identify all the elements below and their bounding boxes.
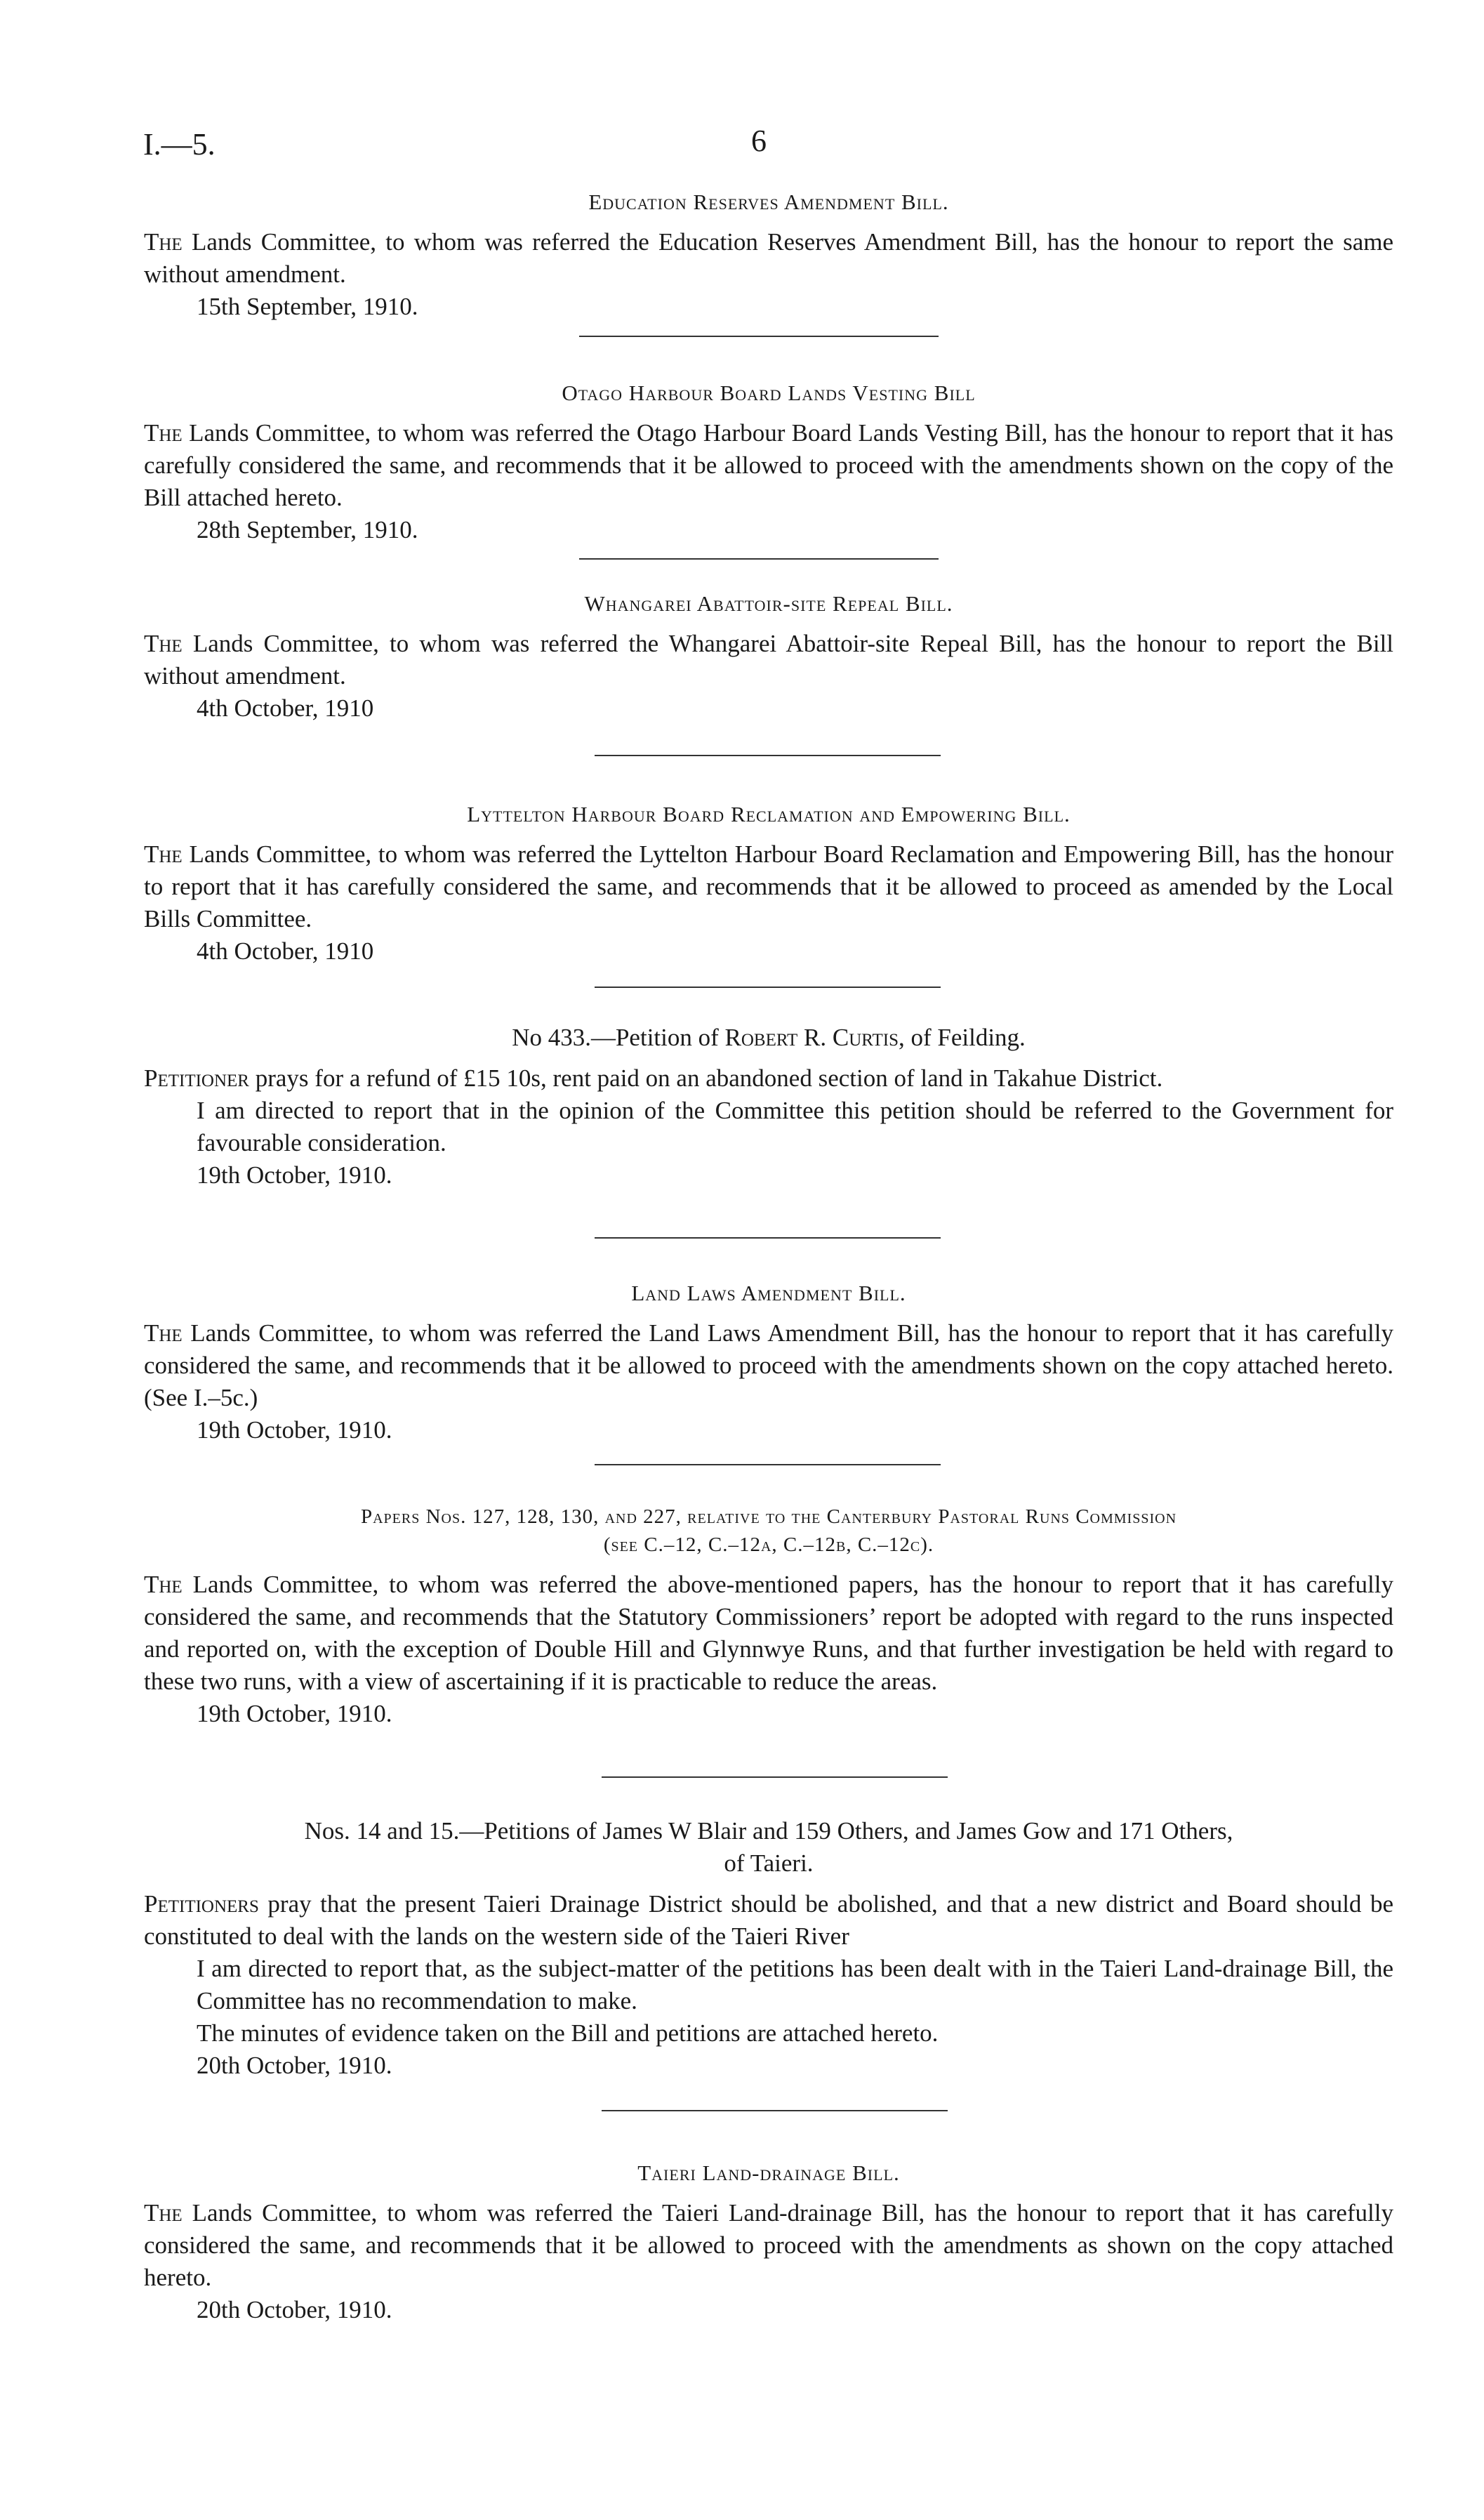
section-title: Land Laws Amendment Bill. <box>631 1281 906 1305</box>
divider <box>595 987 941 988</box>
section-education-reserves <box>144 188 1393 323</box>
section-body-3: The minutes of evidence taken on the Bill and petitions are attached hereto. <box>197 2019 939 2047</box>
section-date: 19th October, 1910. <box>197 1700 392 1727</box>
section-body-2: I am directed to report that, as the subject-matter of the petitions has been dealt with in the Taieri Land-drainage Bill, the Committee has no recommendation to make. <box>197 1955 1393 2014</box>
section-date: 20th October, 1910. <box>197 2052 392 2079</box>
section-title: No 433.—Petition of Robert R. Curtis, of Feilding. <box>512 1024 1026 1051</box>
section-date: 19th October, 1910. <box>197 1161 392 1189</box>
divider <box>579 558 939 560</box>
section-taieri-drainage <box>144 2159 1393 2326</box>
divider <box>602 2110 948 2111</box>
section-title: Papers Nos. 127, 128, 130, and 227, relative to the Canterbury Pastoral Runs Commission <box>360 1505 1177 1528</box>
section-petition-433 <box>144 1022 1393 1192</box>
page-number: 6 <box>751 124 767 158</box>
section-date: 15th September, 1910. <box>197 293 418 320</box>
section-title-line2: (see C.–12, C.–12a, C.–12b, C.–12c). <box>603 1533 934 1556</box>
section-body: The Lands Committee, to whom was referred the Education Reserves Amendment Bill, has the honour to report the same without amendment. <box>144 228 1393 288</box>
section-canterbury-papers <box>144 1503 1393 1730</box>
section-date: 4th October, 1910 <box>197 694 374 722</box>
section-title: Whangarei Abattoir-site Repeal Bill. <box>584 591 953 616</box>
section-title: Taieri Land-drainage Bill. <box>637 2161 900 2185</box>
section-petitions-14-15 <box>144 1815 1393 2082</box>
section-body: Petitioner prays for a refund of £15 10s, rent paid on an abandoned section of land in Takahue District. <box>144 1064 1163 1092</box>
divider <box>579 336 939 337</box>
section-body-2: I am directed to report that in the opinion of the Committee this petition should be referred to the Government for favourable consideration. <box>197 1097 1393 1156</box>
section-lyttelton <box>144 800 1393 968</box>
section-otago-harbour <box>144 379 1393 546</box>
section-date: 28th September, 1910. <box>197 516 418 543</box>
divider <box>595 755 941 756</box>
section-title: Nos. 14 and 15.—Petitions of James W Blair and 159 Others, and James Gow and 171 Others, <box>304 1817 1233 1845</box>
section-date: 4th October, 1910 <box>197 937 374 965</box>
section-title: Education Reserves Amendment Bill. <box>588 190 949 214</box>
divider <box>595 1464 941 1465</box>
section-body: The Lands Committee, to whom was referred the Whangarei Abattoir-site Repeal Bill, has the honour to report the Bill without amendment. <box>144 630 1393 690</box>
section-land-laws <box>144 1279 1393 1446</box>
page-reference: I.—5. <box>143 127 216 161</box>
divider <box>602 1776 948 1778</box>
section-date: 20th October, 1910. <box>197 2296 392 2323</box>
section-title: Lyttelton Harbour Board Reclamation and Empowering Bill. <box>467 802 1071 826</box>
section-date: 19th October, 1910. <box>197 1416 392 1444</box>
section-body: Petitioners pray that the present Taieri Drainage District should be abolished, and that a new district and Board should be constituted to deal with the lands on the western side of the Taieri River <box>144 1890 1393 1950</box>
section-title-line2: of Taieri. <box>724 1849 814 1877</box>
section-body: The Lands Committee, to whom was referred the Otago Harbour Board Lands Vesting Bill, has the honour to report that it has carefully considered the same, and recommends that it be allowed to proceed with the amendments shown on the copy of the Bill attached hereto. <box>144 419 1393 511</box>
section-body: The Lands Committee, to whom was referred the Taieri Land-drainage Bill, has the honour to report that it has carefully considered the same, and recommends that it be allowed to proceed with the amendments as shown on the copy attached hereto. <box>144 2199 1393 2291</box>
section-body: The Lands Committee, to whom was referred the Land Laws Amendment Bill, has the honour to report that it has carefully considered the same, and recommends that it be allowed to proceed with the amendments shown on the copy attached hereto. (See I.–5c.) <box>144 1319 1393 1411</box>
section-body: The Lands Committee, to whom was referred the Lyttelton Harbour Board Reclamation and Empowering Bill, has the honour to report that it has carefully considered the same, and recommends that it be allowed to proceed as amended by the Local Bills Committee. <box>144 840 1393 932</box>
section-whangarei <box>144 590 1393 725</box>
section-title: Otago Harbour Board Lands Vesting Bill <box>562 381 976 405</box>
section-body: The Lands Committee, to whom was referred the above-mentioned papers, has the honour to report that it has carefully considered the same, and recommends that the Statutory Commissioners’ report be adopted with regard to the runs inspected and reported on, with the exception of Double Hill and Glynnwye Runs, and that further investigation be held with regard to these two runs, with a view of ascertaining if it is practicable to reduce the areas. <box>144 1571 1393 1695</box>
divider <box>595 1237 941 1239</box>
